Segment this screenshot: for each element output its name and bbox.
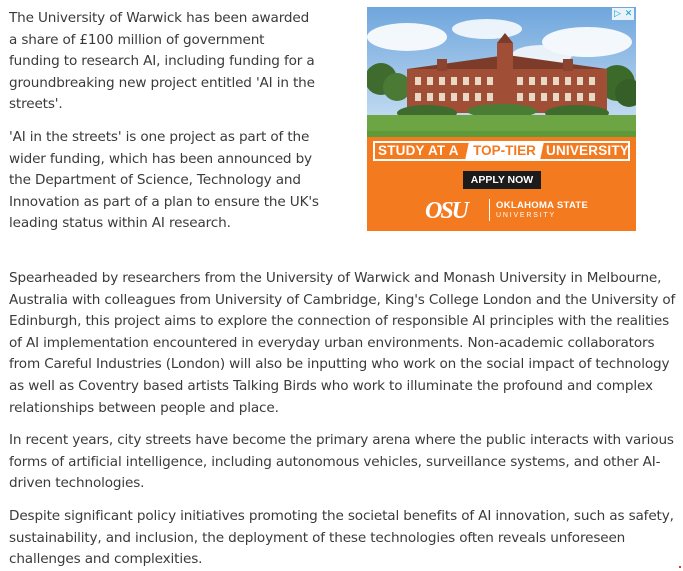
osu-logo-text: OSU <box>425 198 468 224</box>
brand-subtitle: UNIVERSITY <box>496 212 557 219</box>
headline-part-2: TOP-TIER <box>465 142 544 160</box>
article-paragraph-1: The University of Warwick has been awarded a share of £100 million of government funding to research AI, including funding for a groundbreaking new project entitled 'AI in the streets'. <box>9 10 315 113</box>
campus-photo[interactable] <box>367 7 636 137</box>
brand-divider <box>489 199 490 221</box>
article-paragraph-5: Despite significant policy initiatives promoting the societal benefits of AI innovation, such as safety, sustainability, and inclusion, the deployment of these technologies often reveals unforeseen challenges and complexities. <box>9 508 674 568</box>
article-paragraph-2: 'AI in the streets' is one project as part of the wider funding, which has been announced by the Department of Science, Technology and Innovation as part of a plan to ensure the UK's leading status within AI research. <box>9 129 319 232</box>
university-logo[interactable] <box>423 196 603 224</box>
brand-name: OKLAHOMA STATE <box>496 200 589 211</box>
advertisement[interactable] <box>367 7 636 231</box>
headline-part-3: UNIVERSITY <box>546 143 630 158</box>
apply-now-button[interactable]: APPLY NOW <box>463 171 541 189</box>
headline-part-1: STUDY AT A <box>378 143 459 158</box>
osu-logo-icon <box>423 196 481 224</box>
ad-headline[interactable] <box>373 141 630 161</box>
adchoices-icon[interactable]: ▷ <box>614 8 621 19</box>
article-paragraph-3: Spearheaded by researchers from the University of Warwick and Monash University in Melbourne, Australia with colleagues from University of Cambridge, King's College London and the University of Edinburgh, this project aims to explore the connection of responsible AI principles with the realities of AI implementation encountered in everyday urban environments. Non-academic collaborators from Careful Industries (London) will also be inputting who work on the social impact of technology as well as Coventry based artists Talking Birds who work to illuminate the profound and complex relationships between people and place. <box>9 270 676 416</box>
close-icon[interactable]: ✕ <box>624 8 633 19</box>
ad-choices[interactable] <box>612 8 634 20</box>
corner-marker <box>679 566 681 568</box>
article-paragraph-4: In recent years, city streets have become the primary arena where the public interacts with various forms of artificial intelligence, including autonomous vehicles, surveillance systems, and other AI-driven technologies. <box>9 432 674 492</box>
